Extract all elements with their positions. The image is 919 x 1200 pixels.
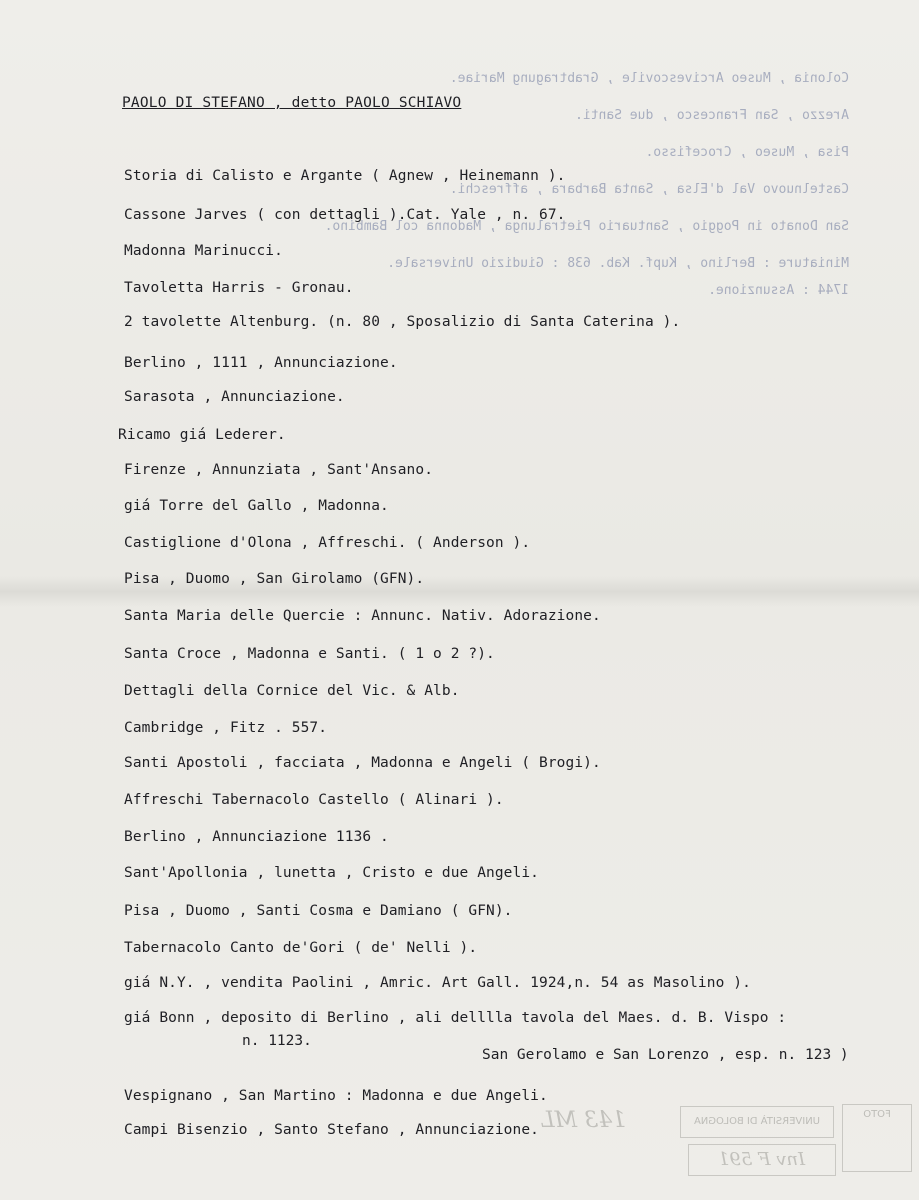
document-title: PAOLO DI STEFANO , detto PAOLO SCHIAVO (122, 95, 462, 111)
entry-line: Sant'Apollonia , lunetta , Cristo e due Angeli. (124, 865, 539, 881)
inventory-box (688, 1144, 836, 1176)
university-stamp: UNIVERSITÀ DI BOLOGNA (680, 1106, 834, 1138)
entry-line: Pisa , Duomo , San Girolamo (GFN). (124, 571, 425, 587)
entry-line: Santa Croce , Madonna e Santi. ( 1 o 2 ?). (124, 646, 495, 662)
entry-line: Storia di Calisto e Argante ( Agnew , Heinemann ). (124, 168, 566, 184)
bleed-line: San Donato in Poggio , Santuario Pietralunga , Madonna col Bambino. (324, 219, 849, 234)
foto-stamp: FOTO (842, 1104, 912, 1172)
entry-line: Santi Apostoli , facciata , Madonna e Angeli ( Brogi). (124, 755, 601, 771)
handwritten-inventory: Inv F 591 (718, 1149, 806, 1170)
entry-line: giá Bonn , deposito di Berlino , ali delllla tavola del Maes. d. B. Vispo : (124, 1010, 787, 1026)
entry-line: Cassone Jarves ( con dettagli ).Cat. Yale , n. 67. (124, 207, 566, 223)
bleed-line: Pisa , Museo , Crocefisso. (645, 145, 849, 160)
entry-line: Castiglione d'Olona , Affreschi. ( Anderson ). (124, 535, 531, 551)
entry-line: Cambridge , Fitz . 557. (124, 720, 328, 736)
entry-line: Santa Maria delle Quercie : Annunc. Nativ. Adorazione. (124, 608, 601, 624)
entry-line: Affreschi Tabernacolo Castello ( Alinari ). (124, 792, 504, 808)
bleed-line: 1744 : Assunzione. (708, 283, 849, 298)
entry-line: Vespignano , San Martino : Madonna e due Angeli. (124, 1088, 548, 1104)
bleed-line: Colonia , Museo Arcivescovile , Grabtragung Mariae. (449, 71, 849, 86)
entry-line: Sarasota , Annunciazione. (124, 389, 345, 405)
entry-continuation: n. 1123. (242, 1033, 312, 1049)
entry-right-note: San Gerolamo e San Lorenzo , esp. n. 123 ) (482, 1047, 849, 1063)
entry-line: Firenze , Annunziata , Sant'Ansano. (124, 462, 434, 478)
entry-line: Pisa , Duomo , Santi Cosma e Damiano ( GFN). (124, 903, 513, 919)
entry-line: giá N.Y. , vendita Paolini , Amric. Art Gall. 1924,n. 54 as Masolino ). (124, 975, 751, 991)
entry-line: Tabernacolo Canto de'Gori ( de' Nelli ). (124, 940, 478, 956)
entry-line: Berlino , 1111 , Annunciazione. (124, 355, 398, 371)
entry-line: Ricamo giá Lederer. (118, 427, 286, 443)
entry-line: Tavoletta Harris - Gronau. (124, 280, 354, 296)
handwritten-number: 143 ML (540, 1108, 627, 1133)
entry-line: Madonna Marinucci. (124, 243, 283, 259)
entry-line: giá Torre del Gallo , Madonna. (124, 498, 389, 514)
entry-line: Campi Bisenzio , Santo Stefano , Annunciazione. (124, 1122, 539, 1138)
bleed-line: Castelnuovo Val d'Elsa , Santa Barbara , affreschi. (449, 182, 849, 197)
bleed-line: Arezzo , San Francesco , due Santi. (575, 108, 849, 123)
bleed-line: Miniature : Berlino , Kupf. Kab. 638 : Giudizio Universale. (387, 256, 849, 271)
entry-line: 2 tavolette Altenburg. (n. 80 , Sposalizio di Santa Caterina ). (124, 314, 681, 330)
entry-line: Dettagli della Cornice del Vic. & Alb. (124, 683, 460, 699)
entry-line: Berlino , Annunciazione 1136 . (124, 829, 389, 845)
